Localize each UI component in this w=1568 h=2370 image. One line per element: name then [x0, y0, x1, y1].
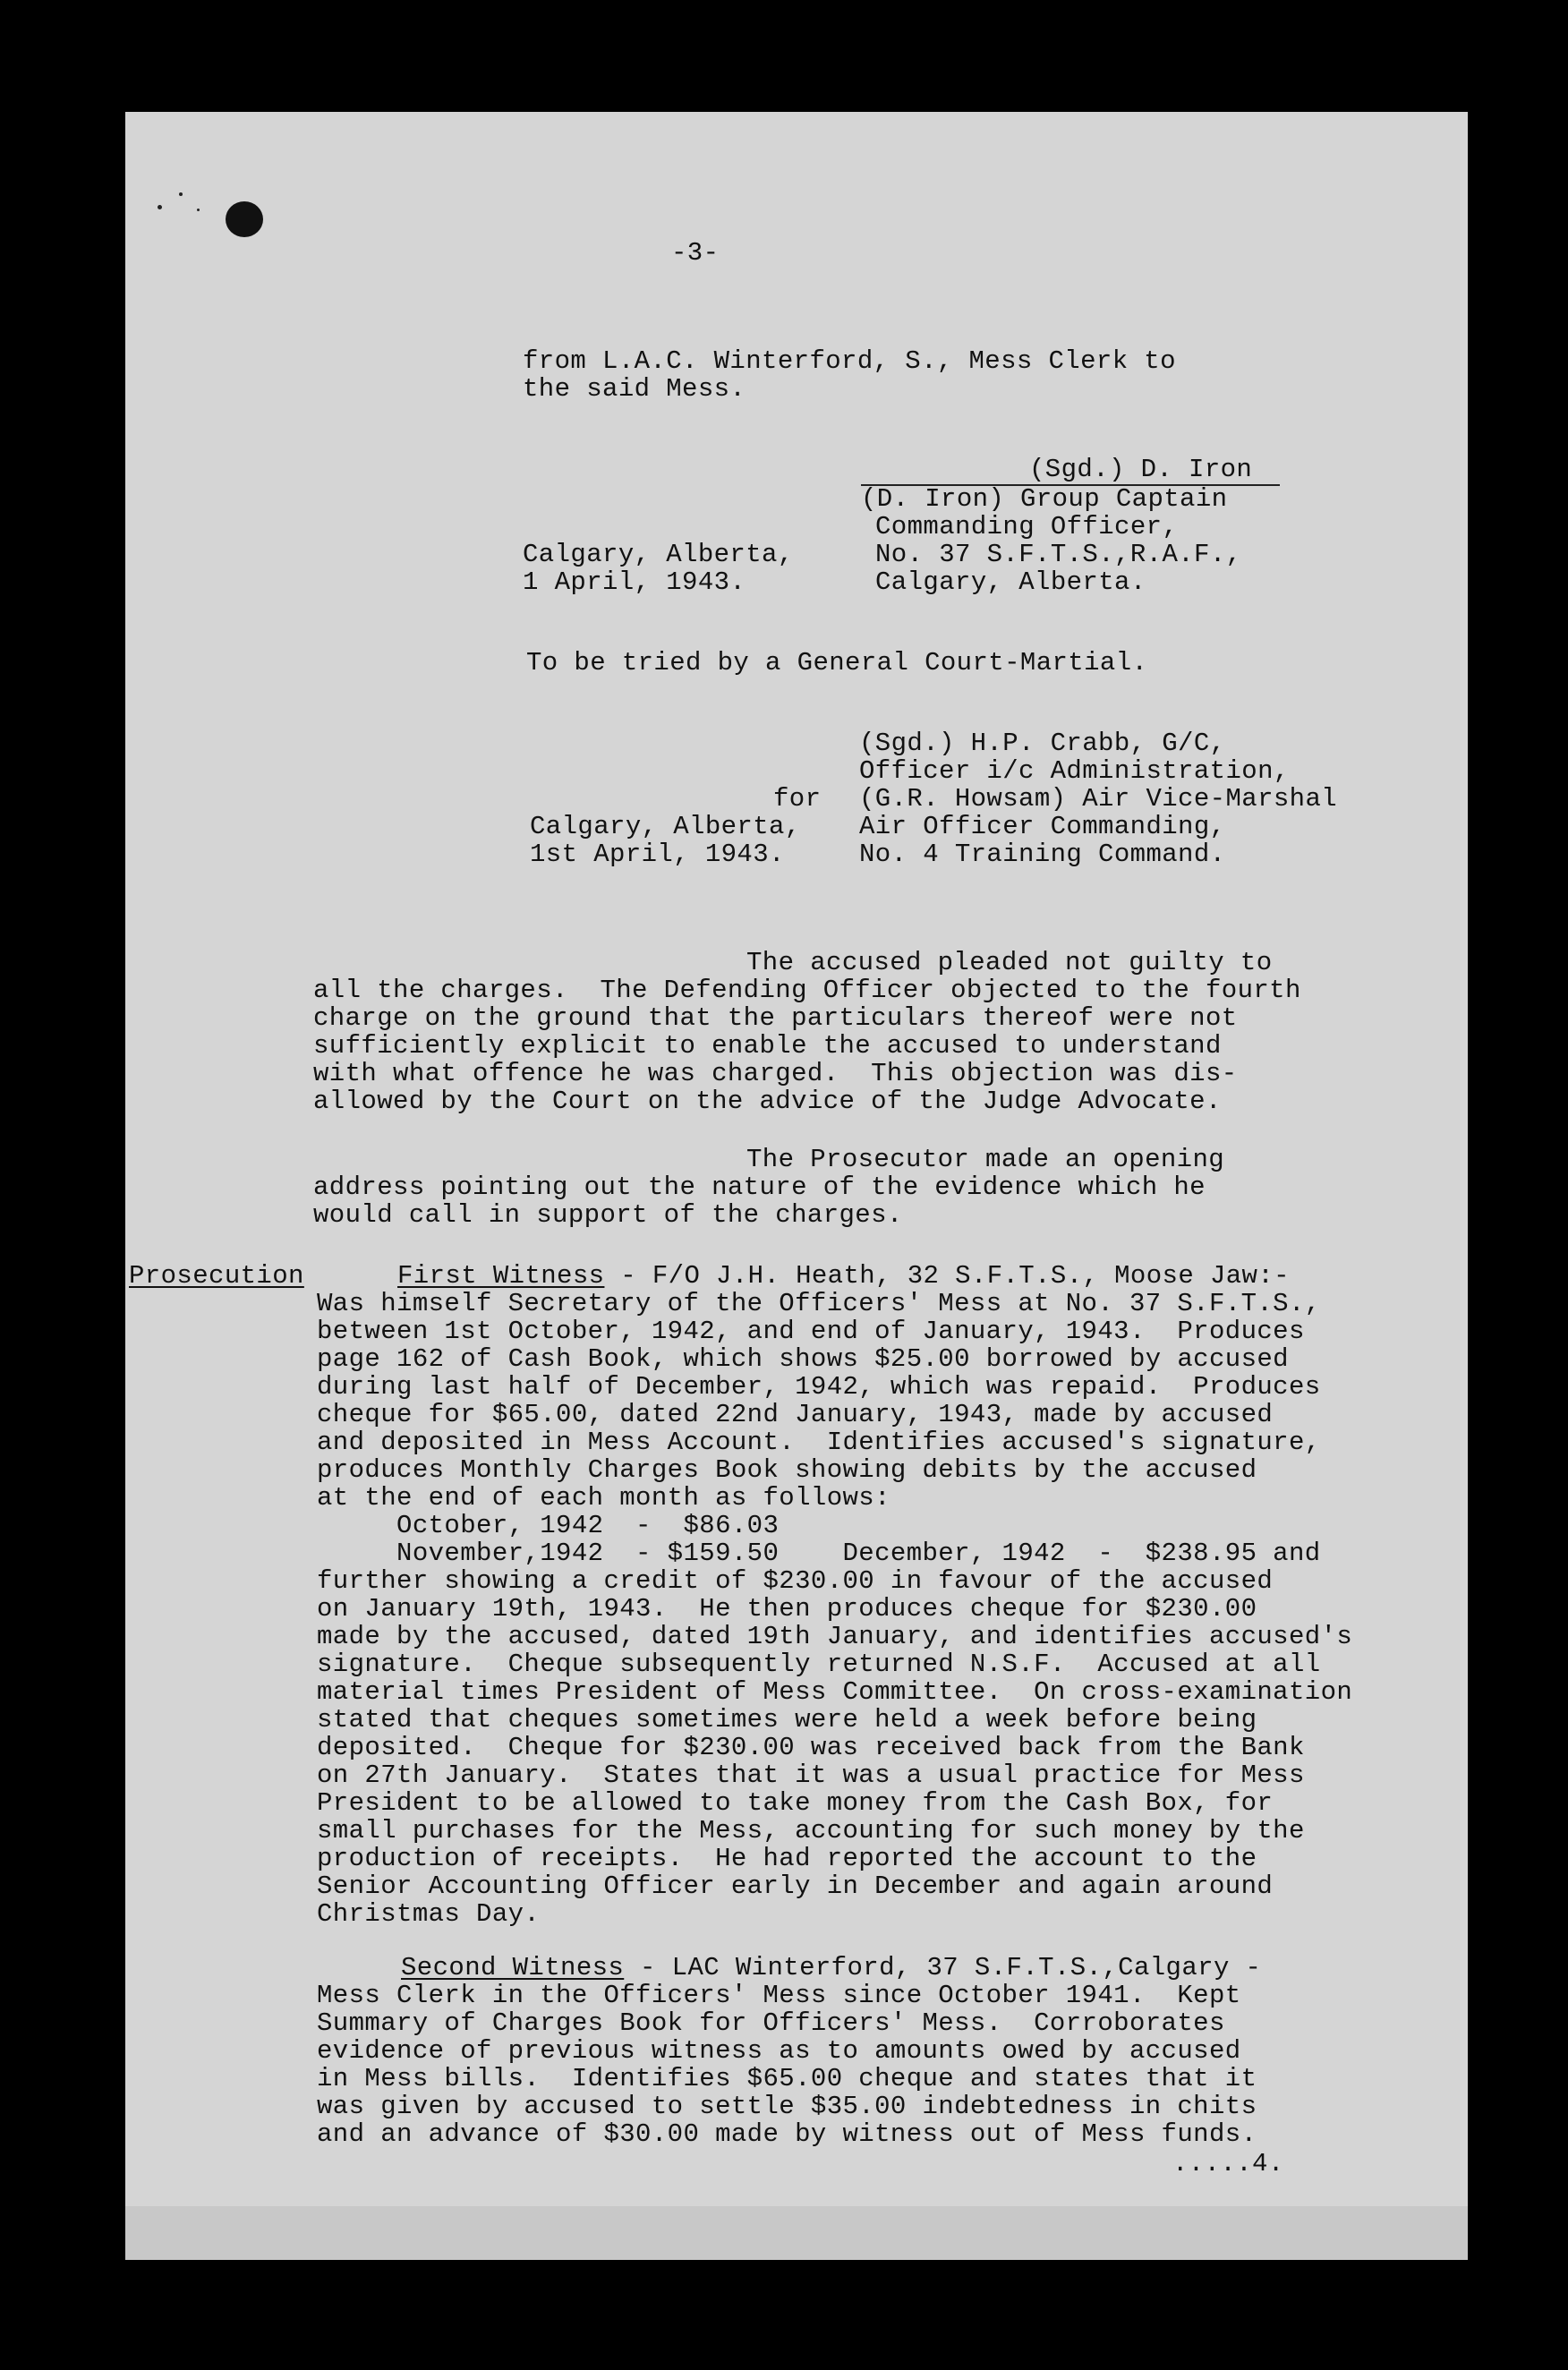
- witness-label: First Witness: [397, 1261, 605, 1291]
- witness-line: cheque for $65.00, dated 22nd January, 1943, made by accused: [317, 1400, 1274, 1429]
- witness-line: on 27th January. States that it was a usual practice for Mess: [317, 1760, 1305, 1790]
- signature-place: Calgary, Alberta,: [523, 540, 794, 569]
- paragraph-line: allowed by the Court on the advice of the Judge Advocate.: [313, 1087, 1222, 1116]
- witness-line: President to be allowed to take money from the Cash Box, for: [317, 1788, 1274, 1818]
- witness-label: Second Witness: [401, 1953, 625, 1982]
- ink-blot: [226, 201, 263, 237]
- witness-line: Christmas Day.: [317, 1899, 541, 1929]
- signature-date: 1 April, 1943.: [523, 567, 746, 597]
- signature-line: No. 4 Training Command.: [859, 840, 1226, 869]
- witness-line: small purchases for the Mess, accounting for such money by the: [317, 1816, 1305, 1846]
- signature-line: Calgary, Alberta.: [875, 567, 1146, 597]
- witness-header-rest: - LAC Winterford, 37 S.F.T.S.,Calgary -: [624, 1953, 1262, 1982]
- paragraph-line: with what offence he was charged. This objection was dis-: [313, 1059, 1238, 1088]
- witness-line: production of receipts. He had reported the account to the: [317, 1844, 1257, 1873]
- witness-line: and an advance of $30.00 made by witness out of Mess funds.: [317, 2119, 1257, 2149]
- witness-line: Mess Clerk in the Officers' Mess since October 1941. Kept: [317, 1981, 1241, 2010]
- document-page: [125, 112, 1468, 2260]
- margin-label: Prosecution: [129, 1261, 304, 1291]
- signature-for: for: [773, 784, 822, 814]
- witness-line: at the end of each month as follows:: [317, 1483, 891, 1513]
- paragraph-line: would call in support of the charges.: [313, 1200, 903, 1230]
- witness-line: October, 1942 - $86.03: [317, 1511, 780, 1540]
- speck: [158, 205, 162, 209]
- continuation-marker: .....4.: [1172, 2149, 1284, 2178]
- witness-header: [401, 1954, 1261, 1982]
- paragraph-line: The Prosecutor made an opening: [746, 1145, 1225, 1174]
- paragraph-line: charge on the ground that the particulars thereof were not: [313, 1003, 1238, 1033]
- trial-order: To be tried by a General Court-Martial.: [526, 648, 1148, 678]
- witness-line: further showing a credit of $230.00 in favour of the accused: [317, 1566, 1274, 1596]
- page-number: -3-: [671, 238, 720, 268]
- paragraph-line: all the charges. The Defending Officer objected to the fourth: [313, 976, 1301, 1005]
- intro-line: the said Mess.: [523, 374, 746, 404]
- signature-line: No. 37 S.F.T.S.,R.A.F.,: [875, 540, 1242, 569]
- signature-line: Air Officer Commanding,: [859, 812, 1226, 841]
- witness-line: and deposited in Mess Account. Identifies accused's signature,: [317, 1428, 1321, 1457]
- signature-sgd: (Sgd.) D. Iron: [1029, 455, 1253, 484]
- witness-line: between 1st October, 1942, and end of January, 1943. Produces: [317, 1317, 1305, 1346]
- witness-line: November,1942 - $159.50 December, 1942 - $238.95 and: [317, 1539, 1321, 1568]
- witness-line: made by the accused, dated 19th January, and identifies accused's: [317, 1622, 1353, 1651]
- witness-line: signature. Cheque subsequently returned N.S.F. Accused at all: [317, 1650, 1321, 1679]
- signature-line: (Sgd.) H.P. Crabb, G/C,: [859, 729, 1226, 758]
- witness-line: material times President of Mess Committee. On cross-examination: [317, 1677, 1353, 1707]
- paragraph-line: sufficiently explicit to enable the accused to understand: [313, 1031, 1222, 1061]
- signature-line: Officer i/c Administration,: [859, 756, 1290, 786]
- witness-line: Senior Accounting Officer early in December and again around: [317, 1871, 1274, 1901]
- signature-place: Calgary, Alberta,: [530, 812, 801, 841]
- paragraph-line: address pointing out the nature of the evidence which he: [313, 1172, 1206, 1202]
- witness-line: in Mess bills. Identifies $65.00 cheque and states that it: [317, 2064, 1257, 2093]
- witness-line: during last half of December, 1942, which was repaid. Produces: [317, 1372, 1321, 1402]
- signature-date: 1st April, 1943.: [530, 840, 785, 869]
- witness-header: [397, 1262, 1290, 1290]
- witness-line: evidence of previous witness as to amounts owed by accused: [317, 2036, 1241, 2066]
- witness-line: deposited. Cheque for $230.00 was received back from the Bank: [317, 1733, 1305, 1762]
- intro-line: from L.A.C. Winterford, S., Mess Clerk to: [523, 346, 1176, 376]
- witness-line: stated that cheques sometimes were held a week before being: [317, 1705, 1257, 1735]
- speck: [197, 209, 200, 211]
- witness-line: Was himself Secretary of the Officers' Mess at No. 37 S.F.T.S.,: [317, 1289, 1321, 1318]
- paragraph-line: The accused pleaded not guilty to: [746, 948, 1273, 977]
- page-bottom-band: [125, 2206, 1468, 2260]
- signature-line: (D. Iron) Group Captain: [861, 484, 1228, 514]
- speck: [179, 192, 183, 196]
- signature-line: Commanding Officer,: [875, 512, 1179, 541]
- witness-header-rest: - F/O J.H. Heath, 32 S.F.T.S., Moose Jaw:-: [604, 1261, 1290, 1291]
- signature-line: (G.R. Howsam) Air Vice-Marshal: [859, 784, 1338, 814]
- witness-line: produces Monthly Charges Book showing debits by the accused: [317, 1455, 1257, 1485]
- witness-line: page 162 of Cash Book, which shows $25.00 borrowed by accused: [317, 1344, 1289, 1374]
- witness-line: on January 19th, 1943. He then produces cheque for $230.00: [317, 1594, 1257, 1624]
- witness-line: Summary of Charges Book for Officers' Mess. Corroborates: [317, 2008, 1225, 2038]
- witness-line: was given by accused to settle $35.00 indebtedness in chits: [317, 2092, 1257, 2121]
